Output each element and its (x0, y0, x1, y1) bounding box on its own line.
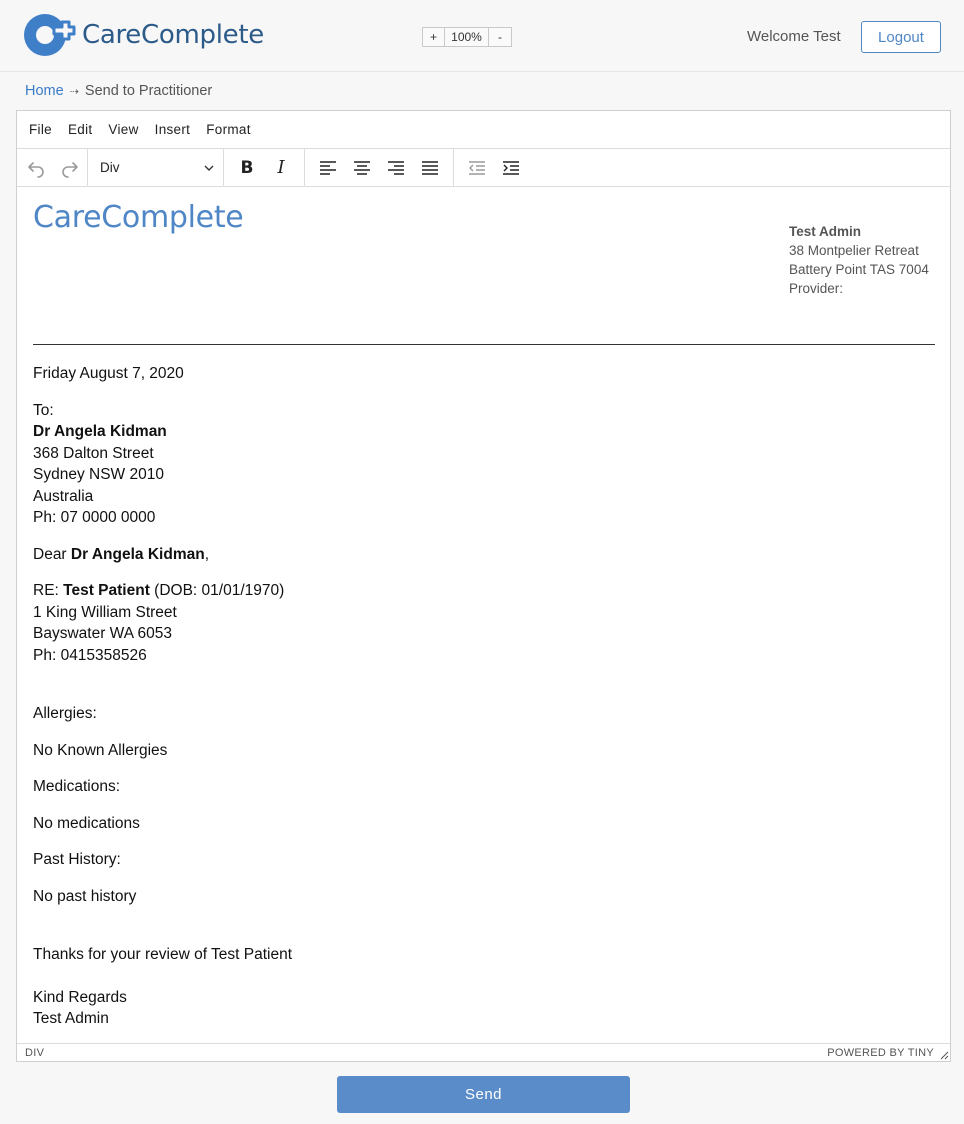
indent-button[interactable] (494, 153, 528, 183)
editor-statusbar (17, 1043, 950, 1061)
align-justify-icon (420, 158, 440, 178)
sender-provider: Provider: (789, 281, 844, 296)
align-center-button[interactable] (345, 153, 379, 183)
app-logo[interactable] (24, 13, 264, 57)
app-name: CareComplete (82, 20, 264, 50)
editor-menubar (17, 111, 950, 149)
closing: Kind Regards (33, 988, 127, 1006)
salutation-name: Dr Angela Kidman (70, 545, 205, 563)
history-label: Past History: (33, 851, 121, 868)
zoom-in-button[interactable]: + (423, 28, 445, 46)
sender-name: Test Admin (789, 224, 862, 239)
sender-address-line2: Battery Point TAS 7004 (789, 262, 929, 277)
send-button[interactable]: Send (337, 1076, 630, 1113)
outdent-button[interactable] (460, 153, 494, 183)
align-right-button[interactable] (379, 153, 413, 183)
allergies-value: No Known Allergies (33, 741, 168, 759)
menu-format[interactable]: Format (206, 122, 251, 137)
recipient-phone: Ph: 07 0000 0000 (33, 509, 156, 526)
breadcrumb-home-link[interactable]: Home (25, 83, 64, 99)
redo-icon (60, 158, 80, 178)
undo-button[interactable] (19, 153, 53, 183)
align-right-icon (386, 158, 406, 178)
patient-block (33, 580, 933, 666)
align-center-icon (352, 158, 372, 178)
recipient-block (33, 400, 933, 529)
menu-view[interactable]: View (108, 122, 139, 137)
outdent-icon (467, 158, 487, 178)
breadcrumb-current: Send to Practitioner (84, 83, 213, 99)
zoom-level: 100% (445, 28, 489, 46)
text-style-group (224, 149, 305, 186)
patient-city: Bayswater WA 6053 (33, 625, 172, 642)
salutation-suffix: , (204, 545, 209, 563)
resize-handle-icon[interactable] (939, 1050, 949, 1060)
menu-edit[interactable]: Edit (67, 122, 93, 137)
align-justify-button[interactable] (413, 153, 447, 183)
editor-content[interactable] (17, 187, 950, 1043)
letterhead-divider (33, 344, 935, 345)
salutation-prefix: Dear (33, 545, 71, 563)
indent-group (454, 149, 534, 186)
alignment-group (305, 149, 454, 186)
align-left-icon (318, 158, 338, 178)
welcome-text: Welcome Test (747, 28, 841, 45)
letter-date: Friday August 7, 2020 (33, 365, 184, 382)
indent-icon (501, 158, 521, 178)
zoom-out-button[interactable]: - (498, 30, 502, 44)
block-format-group (88, 149, 224, 186)
recipient-city: Sydney NSW 2010 (33, 466, 164, 483)
patient-phone: Ph: 0415358526 (33, 646, 147, 664)
undo-icon (26, 158, 46, 178)
thanks-line: Thanks for your review of Test Patient (33, 946, 293, 963)
history-value: No past history (33, 887, 137, 905)
closing-block (33, 987, 933, 1030)
editor-toolbar (17, 149, 950, 187)
letter-body (33, 363, 933, 1045)
re-prefix: RE: (33, 582, 64, 599)
align-left-button[interactable] (311, 153, 345, 183)
medications-value: No medications (33, 814, 140, 832)
breadcrumb-separator: ⇢ (69, 85, 79, 98)
redo-button[interactable] (53, 153, 87, 183)
patient-dob: (DOB: 01/01/1970) (149, 582, 285, 599)
menu-insert[interactable]: Insert (154, 122, 191, 137)
carecomplete-logo-icon (24, 13, 76, 57)
send-area (16, 1062, 951, 1124)
breadcrumb (25, 83, 212, 99)
letterhead-logo: CareComplete (33, 200, 244, 235)
top-bar (0, 0, 964, 72)
salutation (33, 544, 933, 566)
history-group (17, 149, 88, 186)
logout-button[interactable]: Logout (861, 21, 941, 53)
to-label: To: (33, 401, 54, 419)
recipient-name: Dr Angela Kidman (33, 423, 167, 440)
bold-button[interactable]: B (240, 157, 254, 178)
recipient-country: Australia (33, 487, 94, 505)
block-format-value: Div (100, 160, 120, 175)
medications-label: Medications: (33, 778, 121, 795)
element-path[interactable]: DIV (25, 1046, 45, 1059)
sender-details (789, 222, 929, 298)
sender-address-line1: 38 Montpelier Retreat (789, 243, 919, 258)
block-format-select[interactable] (94, 153, 217, 183)
rich-text-editor (16, 110, 951, 1062)
allergies-label: Allergies: (33, 705, 97, 722)
zoom-control (422, 27, 512, 47)
recipient-street: 368 Dalton Street (33, 444, 154, 462)
menu-file[interactable]: File (29, 122, 52, 137)
signature: Test Admin (33, 1010, 109, 1027)
chevron-down-icon (203, 162, 215, 174)
italic-button[interactable]: I (277, 157, 285, 178)
patient-name: Test Patient (63, 582, 150, 599)
powered-by[interactable]: POWERED BY TINY (827, 1046, 934, 1059)
patient-street: 1 King William Street (33, 603, 177, 621)
